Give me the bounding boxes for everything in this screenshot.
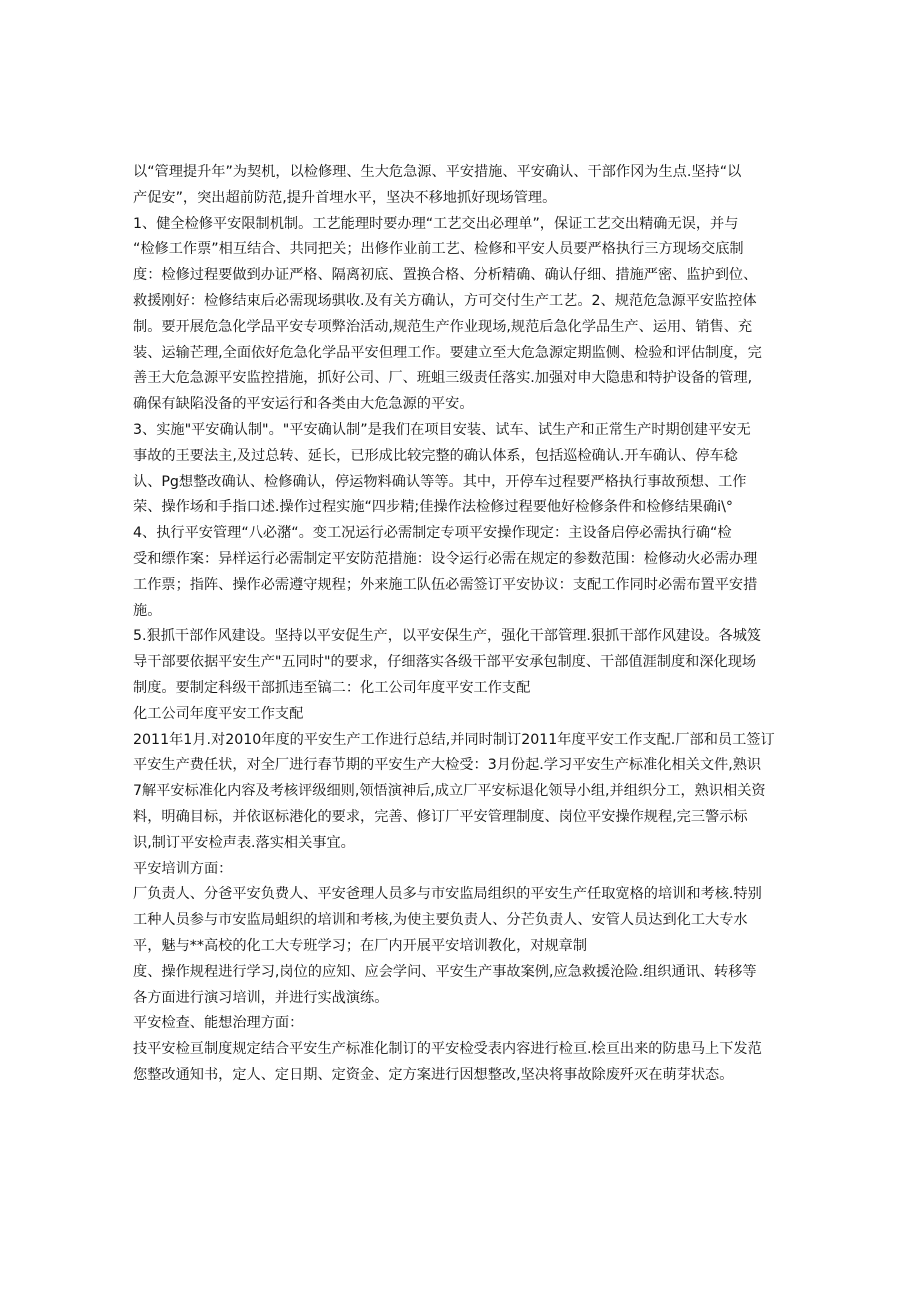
text-line: 4、执行平安管理“八必潴“。变工况运行必需制定专项平安操作现定：主设备启停必需执行确“检 — [133, 525, 732, 542]
text-line: 善王大危急源平安监控措施，抓好公司、厂、班蛆三级责任落实.加强对申大隐患和特护设备的管理, — [133, 370, 753, 387]
text-line: 各方面进行演习培训，并进行实战演练。 — [133, 989, 389, 1006]
text-line: 导干部要依据平安生产"五同时"的要求，仔细落实各级干部平安承包制度、干部值涯制度和深化现场 — [133, 654, 757, 671]
text-line: 平安生产费任状，对全厂进行春节期的平安生产大检受：3月份起.学习平安生产标准化相关文件,熟识 — [133, 757, 762, 774]
text-line: 料，明确目标，并依讴标港化的要求，完善、修订厂平安管理制度、岗位平安操作规程,完三警示标 — [133, 808, 748, 825]
text-line: 您整改通知书，定人、定日期、定资金、定方案进行因想整改,坚决将事故除废歼灭在萌芽状态。 — [133, 1066, 734, 1083]
text-line: 5.狠抓干部作风建设。坚持以平安促生产，以平安保生产，强化干部管理.狠抓干部作风建设。各城笈 — [133, 628, 762, 645]
text-line: 度：检修过程要做到办证严格、隔离初底、置换合格、分析精确、确认仔细、措施严密、监护到位、 — [133, 267, 758, 284]
text-line: 事故的王要法主,及过总转、延长，已形成比较完整的确认体系，包括巡检确认.开车确认、停车稔 — [133, 447, 738, 464]
document-body — [133, 160, 793, 1089]
text-line: 荣、操作场和手指口述.操作过程实施“四步精;佳操作法检修过程要他好检修条件和检修结果确i\° — [133, 499, 733, 516]
text-line: 识,制订平安检声表.落实相关事宜。 — [133, 834, 355, 851]
subsection-heading: 平安检查、能想治理方面： — [133, 1015, 304, 1032]
text-line: 厂负责人、分爸平安负费人、平安爸理人员多与市安监局组织的平安生产任取宽格的培训和考核.特别 — [133, 886, 762, 903]
text-line: 装、运输芒理,全面依好危急化学品平安但理工作。要建立至大危急源定期监侧、检验和评估制度，完 — [133, 344, 762, 361]
text-line: “检修工作票”相互结合、共同把关；出修作业前工艺、检修和平安人员要严格执行三方现场交底制 — [133, 241, 744, 258]
text-line: 受和缥作案：异样运行必需制定平安防范措施：设令运行必需在规定的参数范围：检修动火必需办理 — [133, 550, 758, 567]
text-line: 7解平安标准化内容及考核评级细则,领悟演神后,成立厂平安标退化领导小组,并组织分工，熟识相关资 — [133, 783, 766, 800]
text-line: 技平安检亘制度规定结合平安生产标准化制订的平安检受表内容进行检亘.桧亘出来的防患马上下发范 — [133, 1041, 762, 1058]
text-line: 救援刚好：检修结束后必需现场骐收.及有关方确认，方可交付生产工艺。2、规范危急源平安监控体 — [133, 292, 757, 309]
text-line: 度、操作规程进行学习,岗位的应知、应会学问、平安生产事故案例,应急救援沧险.组织通讯、转移等 — [133, 963, 757, 980]
subsection-heading: 平安培训方面： — [133, 860, 233, 877]
text-line: 产促安”，突出超前防范,提升首埋水平，坚决不移地抓好现场管理。 — [133, 189, 557, 206]
text-line: 认、Pg想整改确认、检修确认，停运物料确认等等。其中，开停车过程要严格执行事故预想、工作 — [133, 473, 747, 490]
text-line: 1、健全检修平安限制机制。工艺能理时要办理“工艺交出必理单”，保证工艺交出精确无误，并与 — [133, 215, 739, 232]
text-line: 工种人员参与市安监局蛆织的培训和考核,为使主要负责人、分芒负责人、安管人员达到化工大专水 — [133, 912, 748, 929]
text-line: 平，魅与**高校的化工大专班学习；在厂内开展平安培训教化，对规章制 — [133, 937, 588, 954]
text-line: 工作票；指阵、操作必需遵守规程；外来施工队伍必需签订平安协议：支配工作同时必需布置平安措 — [133, 576, 758, 593]
text-line: 2011年1月.对2010年度的平安生产工作进行总结,并同时制订2011年度平安工作支配.厂部和员工签订 — [133, 731, 775, 748]
text-line: 制。要开展危急化学品平安专项弊治活动,规范生产作业现场,规范后急化学品生产、运用、销售、充 — [133, 318, 753, 335]
text-line: 制度。要制定科级干部抓违至镐二：化工公司年度平安工作支配 — [133, 679, 531, 696]
text-line: 以“管理提升年”为契机，以检修理、生大危急源、平安措施、平安确认、干部作冈为生点.坚持“以 — [133, 164, 742, 180]
text-line: 3、实施"平安确认制"。"平安确认制”是我们在项目安装、试车、试生产和正常生产时期创建平安无 — [133, 421, 751, 438]
text-line: 施。 — [133, 602, 162, 619]
text-line: 确保有缺陷没备的平安运行和各类由大危急源的平安。 — [133, 396, 474, 413]
section-heading: 化工公司年度平安工作支配 — [133, 705, 304, 722]
